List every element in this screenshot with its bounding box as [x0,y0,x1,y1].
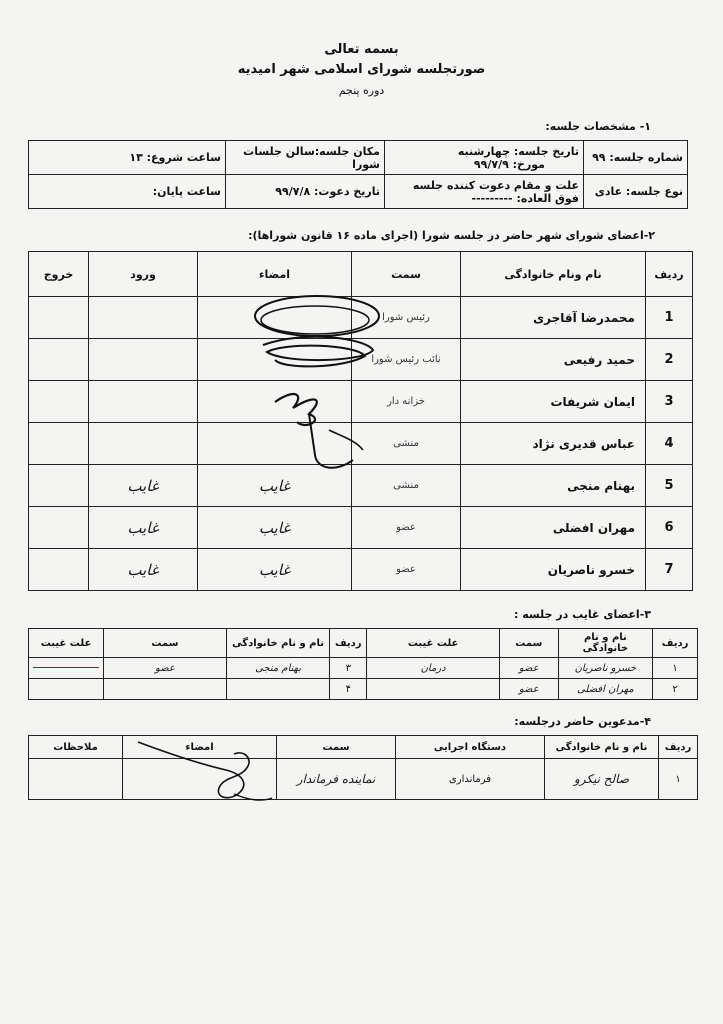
bismillah-heading: بسمه تعالی [324,42,399,57]
section3-title: ۳-اعضای غایب در جلسه : [513,608,651,621]
member-entry [89,297,198,339]
member-name: حمید رفیعی [461,339,646,381]
member-signature [198,297,352,339]
member-entry: غایب [89,465,198,507]
member-num: 5 [646,465,693,507]
meeting-place: مکان جلسه:سالن جلسات شورا [226,141,385,175]
table-row [29,339,693,381]
col-exit: خروج [29,252,89,297]
invitee-name: صالح نیکرو [545,759,659,800]
absent-reason [29,658,104,679]
invitee-num: ۱ [659,759,698,800]
col-row: ردیف [659,736,698,759]
meeting-date-cell [385,141,584,175]
section1-title: ۱- مشخصات جلسه: [545,120,651,133]
col-reason: علت غیبت [367,629,500,658]
absent-num: ۳ [330,658,367,679]
col-signature: امضاء [123,736,277,759]
absent-name: بهنام منجی [226,658,329,679]
invitees-header-row [29,736,698,759]
member-name: بهنام منجی [461,465,646,507]
col-name: نام و نام خانوادگی [545,736,659,759]
col-row: ردیف [653,629,698,658]
member-exit [29,465,89,507]
member-exit [29,507,89,549]
col-role: سمت [104,629,227,658]
col-notes: ملاحظات [29,736,123,759]
table-row [29,549,693,591]
member-name: ایمان شریفات [461,381,646,423]
member-signature: غایب [198,549,352,591]
member-entry: غایب [89,549,198,591]
member-entry [89,423,198,465]
absent-reason [367,679,500,700]
meeting-dated: مورخ: ۹۹/۷/۹ [473,157,545,171]
member-num: 4 [646,423,693,465]
absent-num: ۴ [330,679,367,700]
member-role: منشی [352,423,461,465]
member-signature [198,423,352,465]
member-role: نائب رئیس شورا [352,339,461,381]
table-row [29,658,698,679]
absent-header-row [29,629,698,658]
absent-name: مهران افضلی [558,679,652,700]
member-num: 2 [646,339,693,381]
member-name: محمدرضا آقاجری [461,297,646,339]
term-label: دوره پنجم [338,84,385,97]
col-reason: علت غیبت [29,629,104,658]
meeting-date: تاریخ جلسه: چهارشنبه [457,144,579,158]
member-exit [29,297,89,339]
invitee-notes [29,759,123,800]
col-role: سمت [277,736,396,759]
col-role: سمت [499,629,558,658]
col-row: ردیف [646,252,693,297]
member-signature [198,381,352,423]
meeting-reason: علت و مقام دعوت کننده جلسه فوق العاده: --------- [385,175,584,209]
invitee-org: فرمانداری [396,759,545,800]
member-num: 3 [646,381,693,423]
col-signature: امضاء [198,252,352,297]
meeting-type: نوع جلسه: عادی [584,175,688,209]
end-time: ساعت پایان: [29,175,226,209]
absent-role: عضو [499,679,558,700]
invitee-role: نماینده فرماندار [277,759,396,800]
member-signature: غایب [198,507,352,549]
meeting-number: شماره جلسه: ۹۹ [584,141,688,175]
member-entry [89,381,198,423]
absent-reason: درمان [367,658,500,679]
col-name: نام ونام خانوادگی [461,252,646,297]
invitees-table [28,735,698,800]
member-name: عباس قدیری نژاد [461,423,646,465]
member-name: مهران افضلی [461,507,646,549]
absent-name [226,679,329,700]
absent-members-table [28,628,698,700]
invitee-signature [123,759,277,800]
col-role: سمت [352,252,461,297]
table-row [29,381,693,423]
table-row [29,507,693,549]
member-role: خزانه دار [352,381,461,423]
member-entry: غایب [89,507,198,549]
member-num: 1 [646,297,693,339]
absent-reason [29,679,104,700]
member-role: منشی [352,465,461,507]
member-signature [198,339,352,381]
absent-num: ۱ [653,658,698,679]
absent-role: عضو [499,658,558,679]
member-name: خسرو ناصریان [461,549,646,591]
member-num: 6 [646,507,693,549]
member-role: رئیس شورا [352,297,461,339]
col-name: نام و نام خانوادگی [226,629,329,658]
section2-title: ۲-اعضای شورای شهر حاضر در جلسه شورا (اجرای ماده ۱۶ قانون شوراها): [248,229,655,242]
member-exit [29,339,89,381]
member-signature: غایب [198,465,352,507]
absent-role: عضو [104,658,227,679]
table-row [29,759,698,800]
col-row: ردیف [330,629,367,658]
member-entry [89,339,198,381]
table-row [29,297,693,339]
member-exit [29,549,89,591]
absent-name: خسرو ناصریان [558,658,652,679]
member-role: عضو [352,549,461,591]
section4-title: ۴-مدعوین حاضر درجلسه: [514,715,651,728]
absent-num: ۲ [653,679,698,700]
member-exit [29,423,89,465]
present-members-table [28,251,693,591]
member-role: عضو [352,507,461,549]
table-row [29,423,693,465]
start-time: ساعت شروع: ۱۳ [29,141,226,175]
col-entry: ورود [89,252,198,297]
document-title: صورتجلسه شورای اسلامی شهر امیدیه [237,62,486,77]
member-exit [29,381,89,423]
reason-strike-mark [33,667,99,668]
members-header-row [29,252,693,297]
invite-date: تاریخ دعوت: ۹۹/۷/۸ [226,175,385,209]
col-org: دستگاه اجرایی [396,736,545,759]
table-row [29,679,698,700]
meeting-details-table [28,140,688,209]
col-name: نام و نام خانوادگی [558,629,652,658]
member-num: 7 [646,549,693,591]
absent-role [104,679,227,700]
table-row [29,465,693,507]
